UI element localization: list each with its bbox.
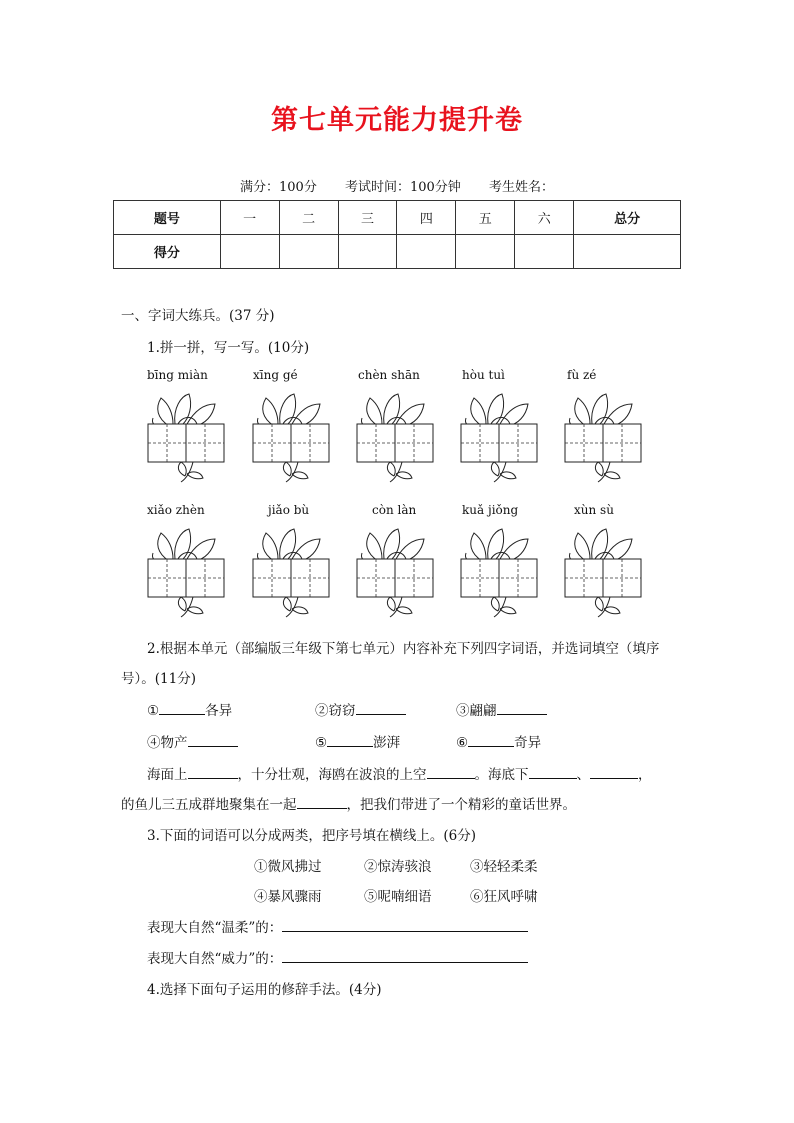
leaf-bottom-right <box>396 607 412 614</box>
flower-box-drawing <box>460 388 538 484</box>
q4-prompt: 4.选择下面句子运用的修辞手法。(4分) <box>147 982 382 998</box>
leaf-bottom-left <box>387 462 395 476</box>
petal-left <box>263 398 278 426</box>
flower-box-drawing <box>252 523 330 619</box>
q3-word: ⑤呢喃细语 <box>364 889 432 905</box>
flower-box-drawing <box>147 523 225 619</box>
score-header-cell: 五 <box>456 201 515 235</box>
leaf-bottom-left <box>283 462 291 476</box>
pinyin-label: xùn sù <box>574 503 614 517</box>
q3-word: ③轻轻柔柔 <box>470 859 538 875</box>
score-input-cell[interactable] <box>456 235 515 269</box>
pinyin-label: fù zé <box>567 368 597 382</box>
leaf-bottom-right <box>187 607 203 614</box>
q2-item-6: ⑥ 奇异 <box>456 731 541 751</box>
q3-power-line: 表现大自然“威力”的： <box>147 947 528 967</box>
petal-right <box>396 404 424 426</box>
pinyin-label: xīng gé <box>253 368 298 382</box>
flower-box-drawing <box>564 388 642 484</box>
score-input-cell[interactable] <box>220 235 279 269</box>
writing-box-flower[interactable] <box>564 388 642 484</box>
petal-right <box>500 404 528 426</box>
fill-blank[interactable] <box>468 732 514 747</box>
q2-item-3: ③翩翩 <box>456 699 547 719</box>
q1-prompt: 1.拼一拼，写一写。(10分) <box>147 340 310 356</box>
writing-box-flower[interactable] <box>252 523 330 619</box>
leaf-bottom-right <box>604 607 620 614</box>
leaf-bottom-left <box>178 462 186 476</box>
fill-blank[interactable] <box>529 764 577 779</box>
score-header-cell: 四 <box>397 201 456 235</box>
leaf-bottom-left <box>595 462 603 476</box>
q3-word: ①微风拂过 <box>254 859 322 875</box>
petal-right <box>604 539 632 561</box>
q2-item-5: ⑤ 澎湃 <box>315 731 400 751</box>
full-score: 满分：100分 <box>240 180 317 195</box>
writing-box-flower[interactable] <box>147 388 225 484</box>
petal-right <box>187 404 215 426</box>
fill-blank[interactable] <box>188 764 238 779</box>
fill-blank[interactable] <box>497 700 547 715</box>
petal-left <box>367 533 382 561</box>
score-input-cell[interactable] <box>515 235 574 269</box>
writing-box-flower[interactable] <box>460 388 538 484</box>
petal-left <box>158 398 173 426</box>
petal-left <box>575 533 590 561</box>
answer-line[interactable] <box>282 948 528 963</box>
score-input-cell[interactable] <box>279 235 338 269</box>
q3-word: ②惊涛骇浪 <box>364 859 432 875</box>
flower-box-drawing <box>460 523 538 619</box>
q2-prompt-line2: 号）。(11分) <box>121 671 196 687</box>
leaf-bottom-right <box>187 472 203 479</box>
q3-word: ④暴风骤雨 <box>254 889 322 905</box>
score-header-cell: 题号 <box>114 201 221 235</box>
flower-box-drawing <box>356 523 434 619</box>
exam-time: 考试时间：100分钟 <box>344 180 461 195</box>
student-name-label: 考生姓名： <box>488 180 554 195</box>
writing-box-flower[interactable] <box>564 523 642 619</box>
leaf-bottom-right <box>500 472 516 479</box>
fill-blank[interactable] <box>327 732 373 747</box>
score-header-cell: 一 <box>220 201 279 235</box>
leaf-bottom-right <box>604 472 620 479</box>
pinyin-label: kuǎ jiǒng <box>462 503 519 517</box>
q2-item-4: ④物产 <box>147 731 238 751</box>
score-header-cell: 六 <box>515 201 574 235</box>
pinyin-label: còn làn <box>372 503 417 517</box>
score-input-cell[interactable] <box>397 235 456 269</box>
fill-blank[interactable] <box>188 732 238 747</box>
petal-right <box>292 539 320 561</box>
writing-box-flower[interactable] <box>356 388 434 484</box>
score-row-label: 得分 <box>114 235 221 269</box>
petal-left <box>263 533 278 561</box>
q3-gentle-line: 表现大自然“温柔”的： <box>147 916 528 936</box>
flower-box-drawing <box>356 388 434 484</box>
leaf-bottom-right <box>396 472 412 479</box>
score-table-score-row <box>114 235 681 269</box>
leaf-bottom-right <box>500 607 516 614</box>
score-header-cell: 二 <box>279 201 338 235</box>
page-title: 第七单元能力提升卷 <box>271 105 523 136</box>
fill-blank[interactable] <box>297 794 347 809</box>
petal-right <box>187 539 215 561</box>
petal-left <box>575 398 590 426</box>
leaf-bottom-right <box>292 472 308 479</box>
answer-line[interactable] <box>282 917 528 932</box>
q2-item-1: ① 各异 <box>147 699 232 719</box>
pinyin-label: hòu tuì <box>462 368 505 382</box>
score-table <box>113 200 681 269</box>
fill-blank[interactable] <box>590 764 638 779</box>
fill-blank[interactable] <box>427 764 475 779</box>
petal-left <box>367 398 382 426</box>
score-input-cell[interactable] <box>338 235 397 269</box>
score-table-header-row <box>114 201 681 235</box>
petal-right <box>292 404 320 426</box>
pinyin-label: jiǎo bù <box>268 503 310 517</box>
q3-word: ⑥狂风呼啸 <box>470 889 538 905</box>
writing-box-flower[interactable] <box>252 388 330 484</box>
writing-box-flower[interactable] <box>460 523 538 619</box>
leaf-bottom-left <box>283 597 291 611</box>
petal-left <box>471 398 486 426</box>
writing-box-flower[interactable] <box>147 523 225 619</box>
q2-paragraph-line2: 的鱼儿三五成群地聚集在一起 ，把我们带进了一个精彩的童话世界。 <box>121 793 576 813</box>
petal-right <box>396 539 424 561</box>
pinyin-label: bīng miàn <box>147 368 208 382</box>
petal-right <box>500 539 528 561</box>
flower-box-drawing <box>564 523 642 619</box>
pinyin-label: xiǎo zhèn <box>147 503 205 517</box>
q2-item-2: ②窃窃 <box>315 699 406 719</box>
writing-box-flower[interactable] <box>356 523 434 619</box>
pinyin-label: chèn shān <box>358 368 420 382</box>
q2-prompt-line1: 2.根据本单元（部编版三年级下第七单元）内容补充下列四字词语，并选词填空（填序 <box>147 641 660 657</box>
score-header-cell: 三 <box>338 201 397 235</box>
section1-heading: 一、字词大练兵。(37 分) <box>121 308 275 324</box>
exam-meta <box>0 176 794 195</box>
score-header-cell: 总分 <box>574 201 681 235</box>
q3-prompt: 3.下面的词语可以分成两类，把序号填在横线上。(6分) <box>147 828 477 844</box>
leaf-bottom-left <box>491 597 499 611</box>
fill-blank[interactable] <box>356 700 406 715</box>
fill-blank[interactable] <box>159 700 205 715</box>
score-input-cell[interactable] <box>574 235 681 269</box>
flower-box-drawing <box>147 388 225 484</box>
petal-left <box>158 533 173 561</box>
leaf-bottom-left <box>595 597 603 611</box>
leaf-bottom-right <box>292 607 308 614</box>
leaf-bottom-left <box>178 597 186 611</box>
flower-box-drawing <box>252 388 330 484</box>
leaf-bottom-left <box>387 597 395 611</box>
q2-paragraph-line1: 海面上 ，十分壮观，海鸥在波浪的上空 。海底下 、 ， <box>147 763 652 783</box>
petal-left <box>471 533 486 561</box>
petal-right <box>604 404 632 426</box>
leaf-bottom-left <box>491 462 499 476</box>
